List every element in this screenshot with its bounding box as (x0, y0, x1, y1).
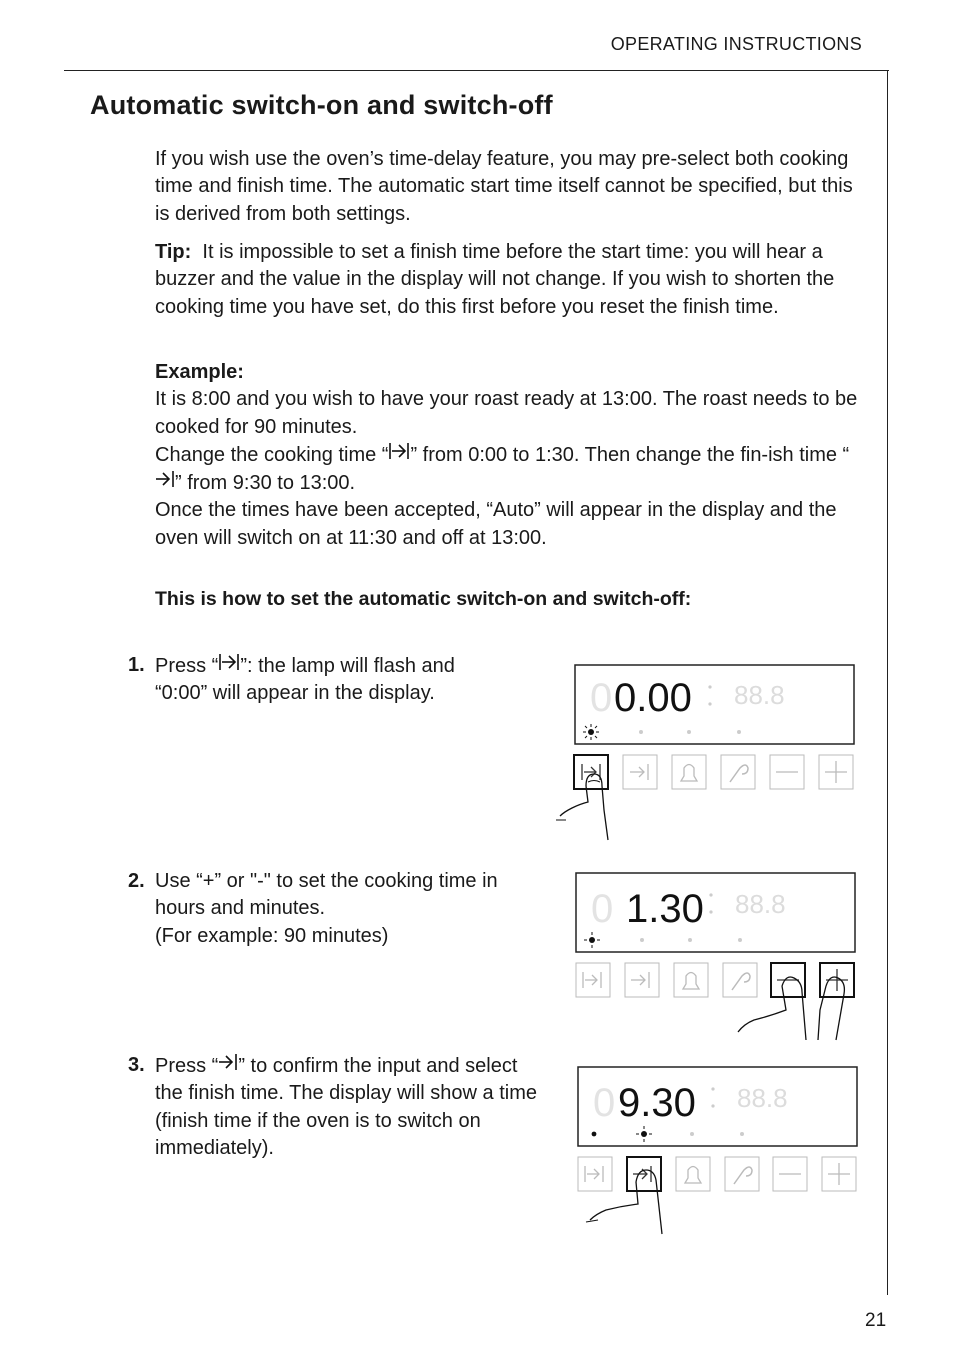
margin-rule (887, 70, 888, 1295)
page-number: 21 (865, 1310, 887, 1331)
cooking-time-button[interactable] (578, 1157, 612, 1191)
bell-button[interactable] (674, 963, 708, 997)
step-note: (For example: 90 minutes) (155, 924, 389, 947)
display-digits: 0.00 (614, 676, 692, 720)
key-button[interactable] (723, 963, 757, 997)
bell-button[interactable] (672, 755, 706, 789)
finish-time-icon (218, 1052, 238, 1080)
example-line2-a: Change the cooking time “ (155, 443, 389, 466)
minus-button[interactable] (773, 1157, 807, 1191)
step-number: 3. (128, 1054, 145, 1076)
cooking-time-icon (218, 652, 240, 680)
step-3 (128, 1052, 538, 1162)
minus-button[interactable] (771, 963, 805, 997)
display-faint-digit: 0 (590, 676, 613, 720)
display-panel-3 (576, 1064, 866, 1239)
finger-pointer-icon (738, 977, 844, 1040)
display-panel-2 (574, 870, 864, 1045)
finish-time-icon (155, 469, 175, 497)
example-line2-b: ” from 0:00 to 1:30. Then change the fin-ish time “ (410, 443, 850, 466)
section-header: OPERATING INSTRUCTIONS (610, 34, 862, 54)
step-2 (128, 868, 538, 950)
page-title: Automatic switch-on and switch-off (90, 90, 553, 120)
step-text-b: ” to confirm the input and select the finish time. The display will show a time (finish time if the oven is to switch on immediately). (155, 1055, 538, 1159)
display-faint-digit: 0 (593, 1081, 616, 1125)
step-number: 1. (128, 654, 145, 676)
example-paragraph (155, 359, 863, 552)
key-button[interactable] (721, 755, 755, 789)
step-text-a: Press “ (155, 655, 219, 677)
intro-paragraph: If you wish use the oven’s time-delay feature, you may pre-select both cooking time and finish time. The automatic start time itself cannot be specified, but this is derived from both settings. (155, 148, 853, 225)
cooking-time-icon (388, 441, 410, 469)
display-panel-1 (556, 662, 856, 842)
tip-label: Tip: (155, 241, 192, 263)
cooking-time-button[interactable] (576, 963, 610, 997)
cooking-time-button[interactable] (574, 755, 608, 789)
step-text (155, 652, 508, 708)
finish-time-button[interactable] (625, 963, 659, 997)
tip-text: It is impossible to set a finish time before the start time: you will hear a buzzer and the value in the display will not change. If you wish to shorten the cooking time you have set, do this first before you reset the finish time. (155, 241, 835, 318)
key-button[interactable] (725, 1157, 759, 1191)
step-text: Use “+” or "-" to set the cooking time in hours and minutes. (155, 870, 498, 920)
finish-time-button[interactable] (627, 1157, 661, 1191)
tip-paragraph (155, 239, 863, 321)
finish-time-button[interactable] (623, 755, 657, 789)
display-right-digits: 88.8 (734, 680, 785, 710)
display-faint-digit: 0 (591, 887, 614, 931)
step-text-a: Press “ (155, 1055, 219, 1077)
header-rule (64, 70, 889, 71)
oven-display-figure-2 (574, 870, 864, 1050)
finger-pointer-icon (556, 774, 608, 840)
bell-button[interactable] (676, 1157, 710, 1191)
display-digits: 1.30 (626, 887, 704, 931)
example-line2 (155, 441, 863, 498)
step-text (155, 1052, 538, 1162)
indicator-dot (592, 1132, 597, 1137)
display-right-digits: 88.8 (735, 889, 786, 919)
minus-button[interactable] (770, 755, 804, 789)
example-label: Example: (155, 361, 244, 383)
step-1 (128, 652, 508, 708)
example-line2-c: ” from 9:30 to 13:00. (175, 472, 356, 495)
step-text-b: ”: the lamp will flash and “0:00” will appear in the display. (155, 655, 455, 705)
display-right-digits: 88.8 (737, 1083, 788, 1113)
example-line1: It is 8:00 and you wish to have your roast ready at 13:00. The roast needs to be cooked for 90 minutes. (155, 388, 858, 438)
step-number: 2. (128, 870, 145, 892)
example-line3: Once the times have been accepted, “Auto” will appear in the display and the oven will switch on at 11:30 and off at 13:00. (155, 499, 837, 549)
oven-display-figure-3 (576, 1064, 866, 1244)
sun-icon (583, 724, 599, 740)
howto-heading: This is how to set the automatic switch-on and switch-off: (155, 588, 692, 610)
plus-button[interactable] (819, 755, 853, 789)
oven-display-figure-1 (556, 662, 856, 847)
plus-button[interactable] (822, 1157, 856, 1191)
display-digits: 9.30 (618, 1081, 696, 1125)
